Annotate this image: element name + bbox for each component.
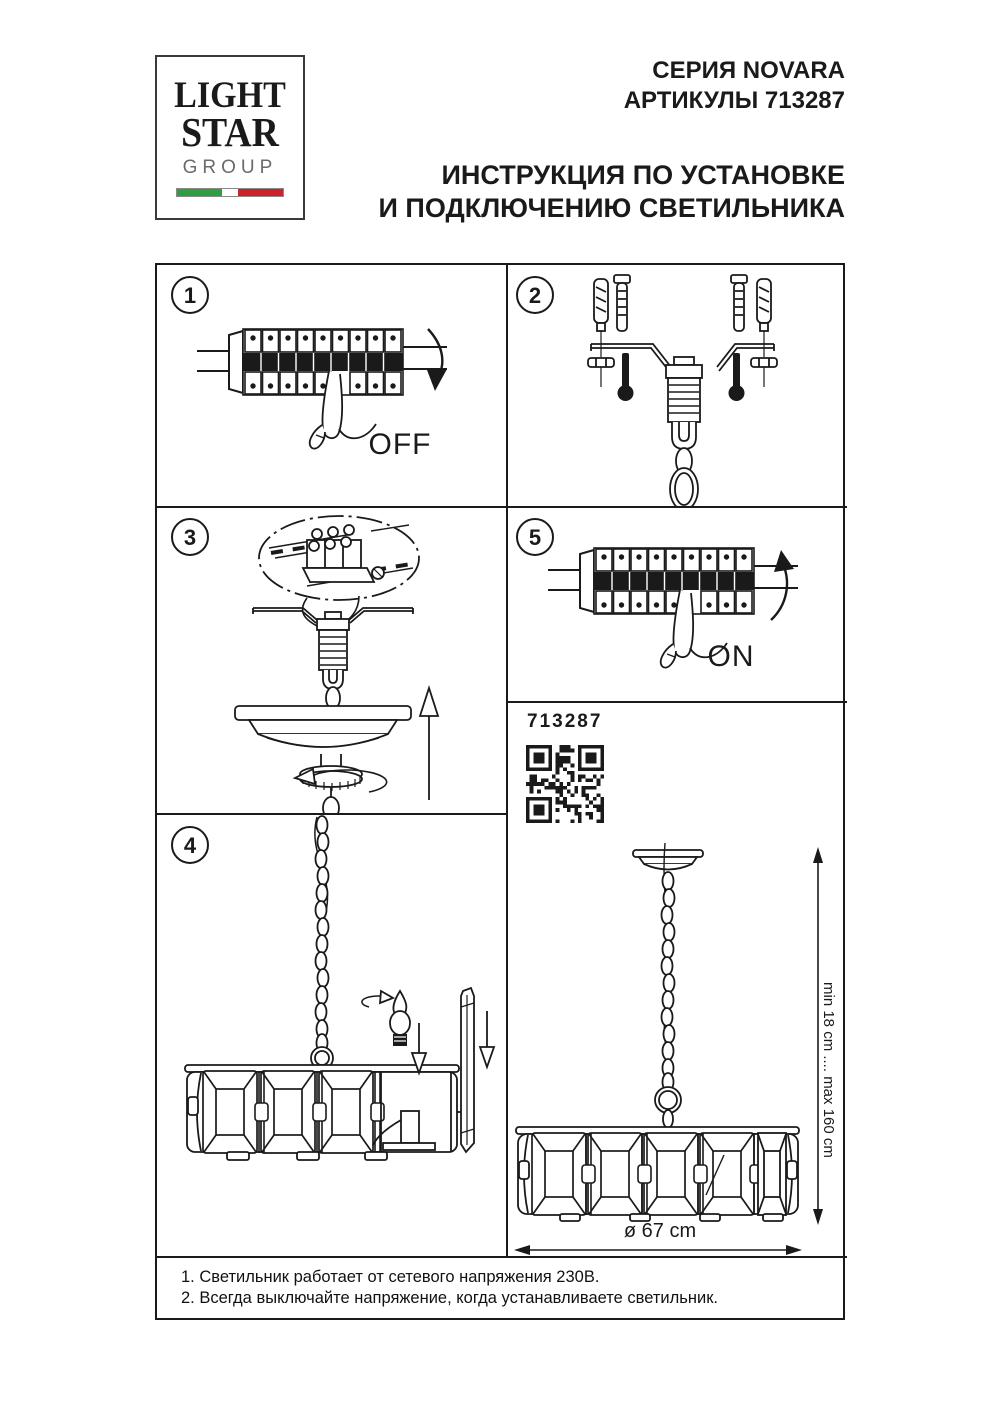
step-number-1: 1 — [171, 276, 209, 314]
switch-off-label: OFF — [368, 428, 432, 461]
wall-plug-icon — [594, 275, 630, 331]
drum-shade-icon — [185, 1065, 472, 1160]
assembly-illustration — [157, 815, 506, 1256]
mounting-bracket-illustration — [508, 265, 847, 506]
drum-shade-icon — [516, 1127, 799, 1221]
terminal-block-icon — [269, 525, 413, 586]
breaker-off-illustration — [157, 265, 506, 506]
chain-link-icon — [323, 797, 339, 813]
diameter-dimension-arrow — [514, 1245, 802, 1255]
canopy-icon — [235, 706, 411, 747]
header-text-block — [379, 56, 845, 225]
series-title: СЕРИЯ NOVARA — [652, 57, 845, 84]
rotate-arrow-icon — [362, 991, 393, 1007]
instruction-title-line2: И ПОДКЛЮЧЕНИЮ СВЕТИЛЬНИКА — [378, 193, 845, 223]
instruction-title-line1: ИНСТРУКЦИЯ ПО УСТАНОВКЕ — [441, 160, 845, 190]
note-line-1: 1. Светильник работает от сетевого напряжения 230В. — [181, 1268, 600, 1286]
chain-hanger-icon — [670, 422, 698, 506]
breaker-on-illustration — [508, 508, 847, 701]
article-title: АРТИКУЛЫ 713287 — [623, 87, 845, 114]
arrow-down-curved-icon — [427, 329, 447, 391]
canopy-icon — [633, 850, 703, 870]
threaded-nipple-icon — [666, 357, 702, 422]
instruction-grid — [155, 263, 845, 1320]
step3-panel — [157, 508, 506, 813]
threaded-nipple-icon — [317, 612, 349, 670]
chain-icon — [316, 816, 329, 1052]
arrow-down-icon — [480, 1011, 494, 1067]
safety-notes — [155, 1255, 845, 1320]
note-line-2: 2. Всегда выключайте напряжение, когда устанавливаете светильник. — [181, 1289, 719, 1307]
step-number-2: 2 — [516, 276, 554, 314]
step-number-5: 5 — [516, 518, 554, 556]
arrow-up-curved-icon — [771, 550, 794, 620]
italian-flag-icon — [176, 188, 284, 197]
dimensions-panel — [508, 703, 847, 1256]
lightstar-logo — [155, 55, 305, 220]
chain-icon — [662, 872, 675, 1091]
logo-word-light: LIGHT — [174, 75, 286, 116]
candle-bulb-icon — [390, 991, 410, 1046]
diameter-label: ø 67 cm — [623, 1220, 697, 1242]
crystal-strip-icon — [461, 988, 474, 1152]
step5-panel — [508, 508, 847, 701]
suspension-range-label: min 18 cm .... max 160 cm — [820, 982, 837, 1158]
switch-on-label: ON — [707, 640, 755, 673]
arrow-up-icon — [420, 688, 438, 800]
wall-plug-icon — [731, 275, 771, 331]
step2-panel — [508, 265, 847, 506]
step-number-4: 4 — [171, 826, 209, 864]
qr-code — [526, 745, 604, 823]
logo-word-star: STAR — [181, 109, 279, 155]
canopy-wiring-illustration — [157, 508, 506, 813]
qr-article-label: 713287 — [527, 711, 603, 732]
step4-panel — [157, 815, 506, 1256]
step-number-3: 3 — [171, 518, 209, 556]
chain-hanger-icon — [323, 670, 343, 709]
step1-panel — [157, 265, 506, 506]
logo-word-group: GROUP — [182, 157, 278, 178]
